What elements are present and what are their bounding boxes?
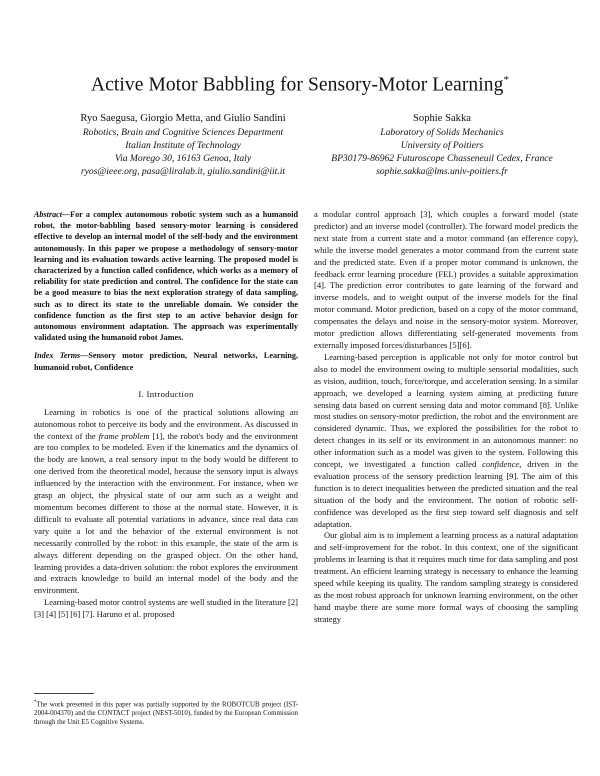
index-terms-text: —Sensory motor prediction, Neural networks, Learning, humanoid robot, Confidence <box>34 351 299 372</box>
intro-paragraph-4 <box>314 352 578 531</box>
footnote <box>34 698 298 727</box>
footnote-text: The work presented in this paper was partially supported by the ROBOTCUB project (IST-2004-004370) and the CONTACT project (NEST-5010), funded by the European Commission through the Unit E5 Cognitive Systems. <box>34 701 298 727</box>
author-block-left <box>38 112 328 178</box>
intro-paragraph-4-part-b: , driven in the evaluation process of the sensory prediction learning [9]. The aim of this function is to detect inequalities between the predicted situation and the real situation of the body and the environment. The notion of robotic self-confidence was developed as the first step toward self diagnosis and self adaptation. <box>314 459 578 529</box>
intro-paragraph-4-part-a: Learning-based perception is applicable not only for motor control but also to model the environment owing to multiple sensorial modalities, such as vision, audition, touch, force/torque, and acceleration sensing. In a similar approach, we developed a learning system aiming at predicting future sensing data based on current sensing data and motor command [8]. Unlike most studies on sensory-motor prediction, the robot and the environment are considered dynamic. Thus, we explored the possibilities for the robot to detect changes in its self or its environment in an autonomous manner: no other information such as a model was given to the system. Following this concept, we investigated a function called <box>314 351 578 470</box>
title-footnote-mark: * <box>503 74 510 86</box>
affiliation-left-line-3: Via Morego 30, 16163 Genoa, Italy <box>114 153 252 164</box>
left-column <box>34 209 298 621</box>
index-terms <box>34 350 298 372</box>
intro-paragraph-2: Learning-based motor control systems are well studied in the literature [2] [3] [4] [5] [6] [7]. Haruno et al. proposed <box>34 597 298 620</box>
affiliation-left-line-1: Robotics, Brain and Cognitive Sciences Department <box>82 127 284 138</box>
affiliation-right-line-1: Laboratory of Solids Mechanics <box>380 127 504 138</box>
intro-paragraph-1-part-b: [1], the robot's body and the environment are too complex to be modeled. Even if the kinematics and the dynamics of the body are known, a real sensory input to the body would be different to one derived from the theoretical model, because the sensory input is always influenced by the interaction with the environment. For instance, when we grasp an object, the physical state of our arm such as a weight and momentum becomes different to those at the normal state. However, it is difficult to evaluate all potential variations in advance, since real data can vary quite a lot and the behavior of the external environment is not necessarily controlled by the robot: in this example, the state of the arm is always different depending on the grasped object. On the other hand, learning provides a data-driven solution: the robot explores the environment and extracts knowledge to build an internal model of the body and the environment. <box>34 430 298 596</box>
term-frame-problem: frame problem <box>98 430 150 441</box>
intro-paragraph-1-part-a: Learning in robotics is one of the practical solutions allowing an autonomous robot to perceive its body and the environment. As discussed in the context of the <box>34 406 298 441</box>
affiliation-right-email: sophie.sakka@lms.univ-poitiers.fr <box>376 166 508 177</box>
author-block-right <box>308 112 576 178</box>
abstract-lead: Abstract <box>34 210 62 219</box>
intro-paragraph-3: a modular control approach [3], which couples a forward model (state predictor) and an inverse model (controller). The forward model predicts the next state from a current state and a motor command (an efference copy), while the inverse model generates a motor command from the current state and the predicted state. Even if a proper motor command is unknown, the feedback error learning procedure (FEL) provides a suitable approximation [4]. The prediction error contributes to gate learning of the forward and inverse models, and to weight output of the inverse models for the final motor command. Motor prediction, based on a copy of the motor command, compensates the delays and noise in the sensory-motor system. Moreover, motor prediction allows differentiating self-generated movements from externally imposed forces/disturbances [5][6]. <box>314 209 578 350</box>
right-column <box>314 209 578 626</box>
abstract <box>34 209 298 343</box>
intro-paragraph-5: Our global aim is to implement a learning process as a natural adaptation and self-improvement for the robot. In this context, one of the significant problems in learning is that it requires much time for data sampling and post treatment. An efficient learning strategy is necessary to enhance the learning speed while keeping its quality. The random sampling strategy is considered as the most robust approach for unknown learning environment, on the other hand maybe there are some more formal ways of choosing the sampling strategy <box>314 530 578 624</box>
abstract-text: —For a complex autonomous robotic system such as a humanoid robot, the motor-babbling based sensory-motor learning is considered effective to develop an internal model of the self-body and the environment autonomously. In this paper we propose a methodology of sensory-motor learning and its evaluation towards active learning. The proposed model is characterized by a function called confidence, which works as a memory of reliability for state prediction and control. The confidence for the state can be a good measure to bias the next exploration strategy of data sampling, such as to direct its state to the unreliable domain. We consider the confidence function as the first step to an active behavior design for autonomous environment adaptation. The approach was experimentally validated using the humanoid robot James. <box>34 210 298 343</box>
paper-title-text: Active Motor Babbling for Sensory-Motor Learning <box>90 74 504 96</box>
intro-paragraph-1 <box>34 407 298 598</box>
author-names-left: Ryo Saegusa, Giorgio Metta, and Giulio Sandini <box>80 113 286 124</box>
index-terms-lead: Index Terms <box>34 351 81 361</box>
author-names-right: Sophie Sakka <box>413 113 471 124</box>
section-heading-introduction: I. Introduction <box>138 388 194 399</box>
paper-title <box>0 74 600 97</box>
footnote-rule <box>34 693 94 694</box>
term-confidence: confidence <box>482 459 520 470</box>
affiliation-right-line-2: University of Poitiers <box>400 140 484 151</box>
footnote-mark: * <box>34 700 37 705</box>
affiliation-left-email: ryos@ieee.org, pasa@liralab.it, giulio.sandini@iit.it <box>80 166 286 177</box>
affiliation-left-line-2: Italian Institute of Technology <box>125 140 241 151</box>
affiliation-right-line-3: BP30179-86962 Futuroscope Chasseneuil Cedex, France <box>331 153 553 164</box>
